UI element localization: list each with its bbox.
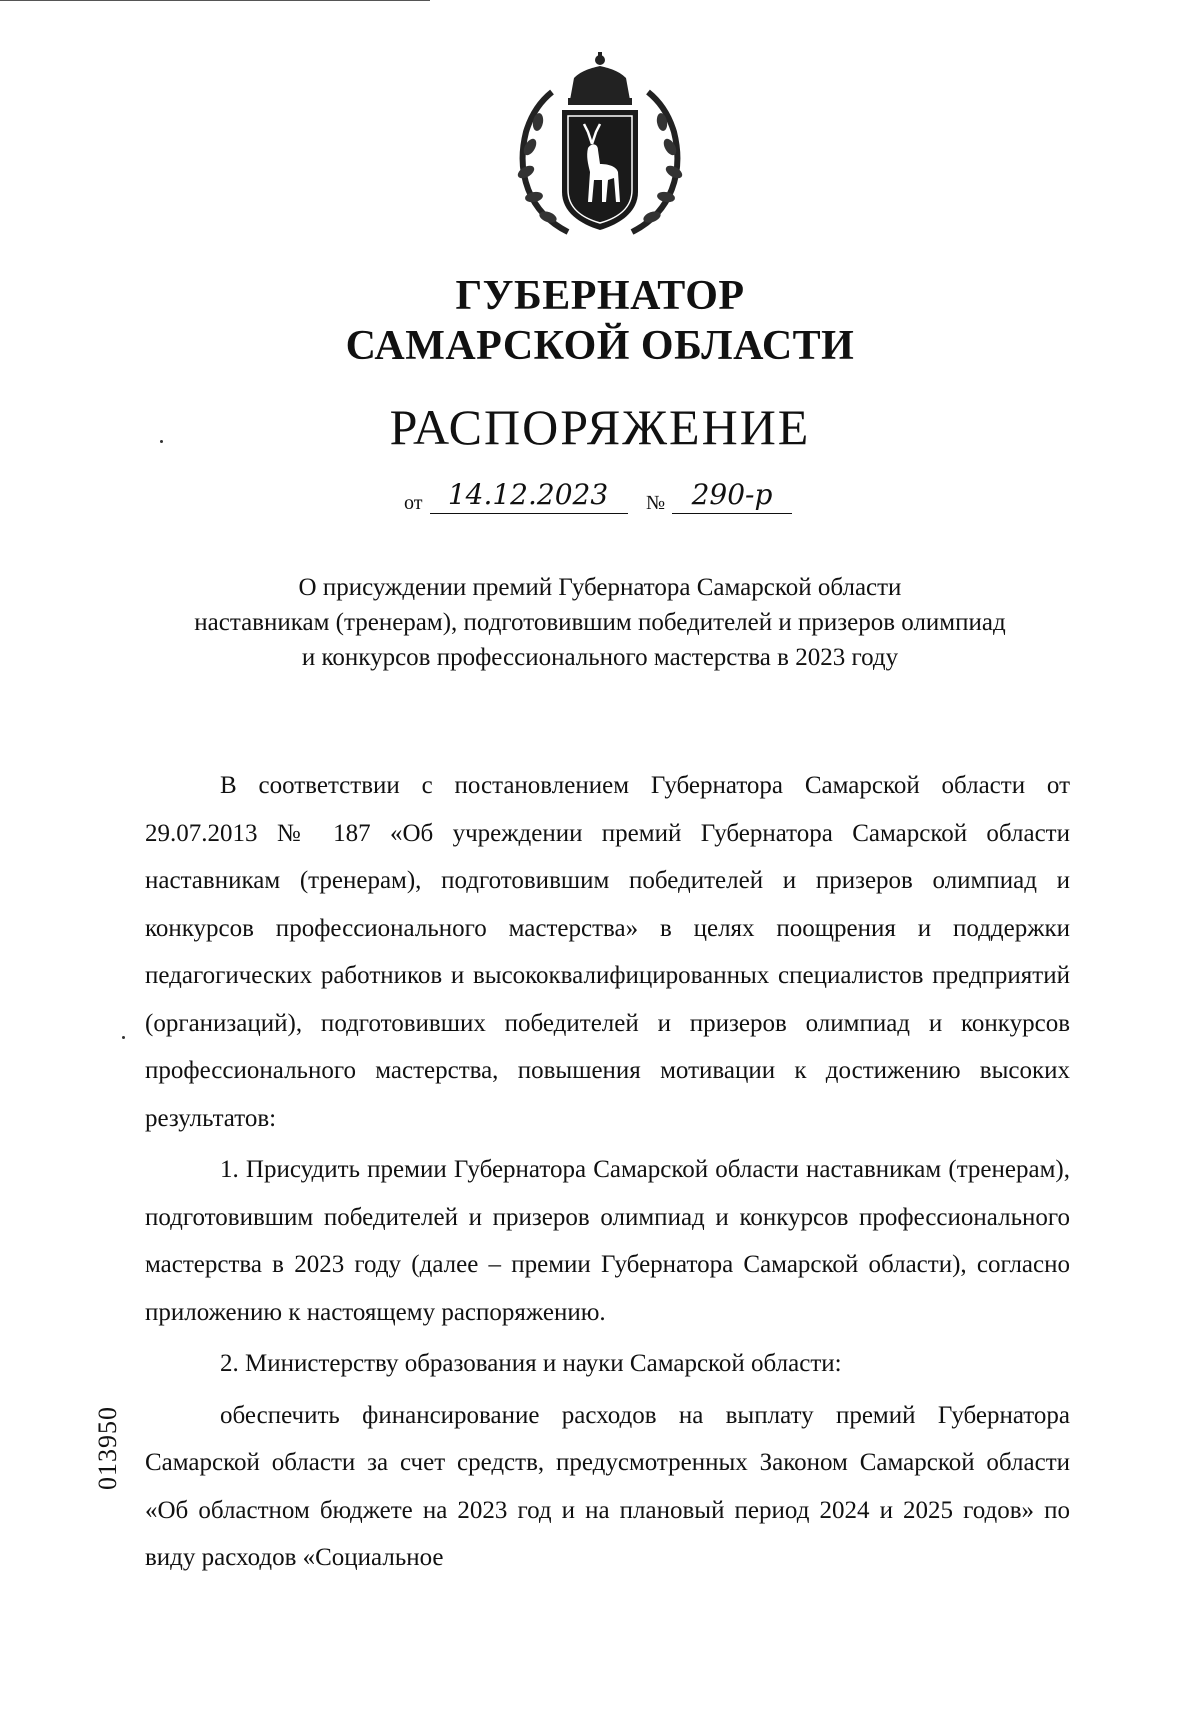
- clause-1-paragraph: 1. Присудить премии Губернатора Самарской области наставникам (тренерам), подготовившим победителей и призеров олимпиад и конкурсов профессионального мастерства в 2023 году (далее – премии Губернатора Самарской области), согласно приложению к настоящему распоряжению.: [145, 1156, 1070, 1326]
- preamble-paragraph: В соответствии с постановлением Губернатора Самарской области от 29.07.2013 № 187 «Об учреждении премий Губернатора Самарской области наставникам (тренерам), подготовившим победителей и призеров олимпиад и конкурсов профессионального мастерства» в целях поощрения и поддержки педагогических работников и высококвалифицированных специалистов предприятий (организаций), подготовивших победителей и призеров олимпиад и конкурсов профессионального мастерства, повышения мотивации к достижению высоких результатов:: [145, 772, 1070, 1132]
- subject-line: и конкурсов профессионального мастерства в 2023 году: [301, 644, 899, 671]
- subject-line: наставникам (тренерам), подготовившим победителей и призеров олимпиад: [194, 609, 1006, 636]
- document-type: РАСПОРЯЖЕНИЕ: [389, 399, 811, 455]
- date-underline: [430, 513, 628, 514]
- coat-of-arms-emblem: [508, 52, 692, 240]
- number-underline: [672, 513, 792, 514]
- scan-edge-line: [0, 0, 430, 1]
- document-subject: [140, 570, 1060, 675]
- date-label: от: [404, 492, 423, 514]
- subject-line: О присуждении премий Губернатора Самарской области: [298, 574, 902, 601]
- issuer-title-line2: САМАРСКОЙ ОБЛАСТИ: [345, 323, 855, 369]
- scan-speck: [122, 1036, 125, 1039]
- number-label: №: [646, 492, 666, 514]
- margin-registration-number: 013950: [93, 1406, 122, 1490]
- date-number-line: [400, 476, 820, 524]
- document-body: [145, 762, 1070, 1586]
- clause-2-text: обеспечить финансирование расходов на выплату премий Губернатора Самарской области за счет средств, предусмотренных Законом Самарской области «Об областном бюджете на 2023 год и на плановый период 2024 и 2025 годов» по виду расходов «Социальное: [145, 1401, 1070, 1571]
- issuer-title-line1: ГУБЕРНАТОР: [455, 273, 745, 319]
- document-number: 290-р: [691, 478, 773, 511]
- clause-2-heading: 2. Министерству образования и науки Самарской области:: [220, 1350, 842, 1377]
- document-date: 14.12.2023: [447, 478, 609, 511]
